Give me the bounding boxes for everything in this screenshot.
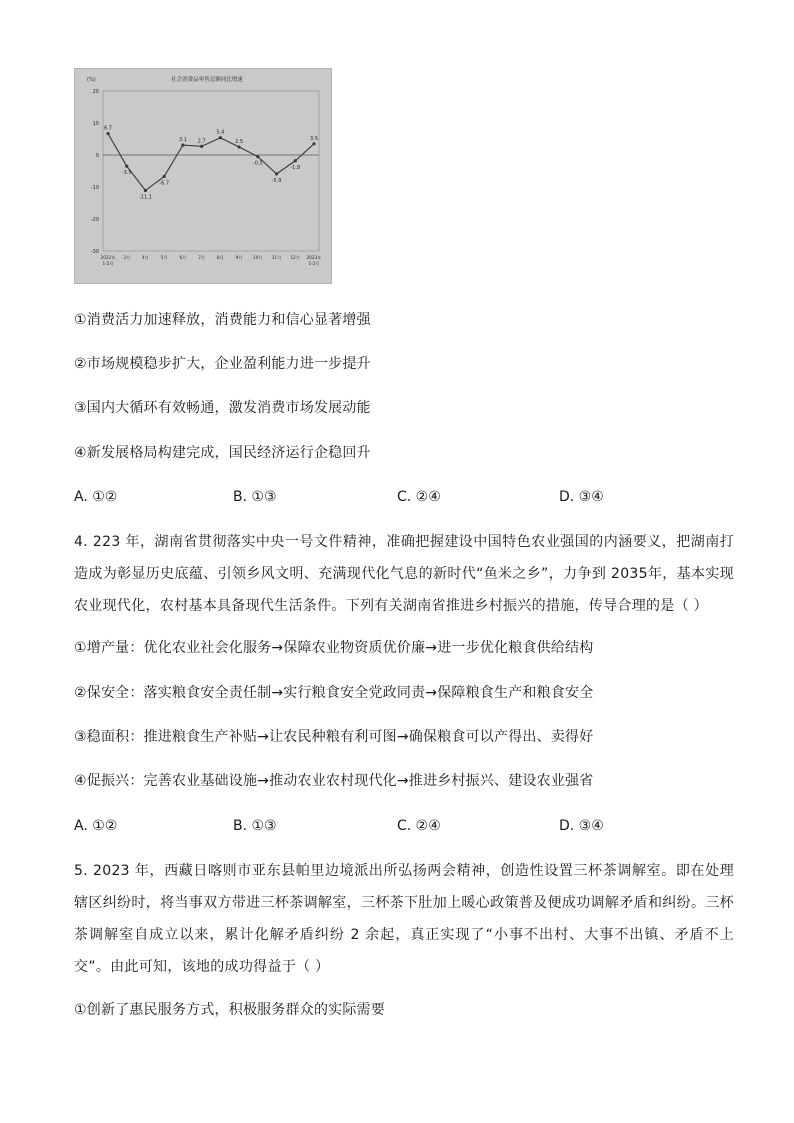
q4-item-3: ③稳面积：推进粮食生产补贴→让农民种粮有利可图→确保粮食可以产得出、卖得好 (74, 729, 594, 745)
series-line (108, 134, 314, 191)
x-tick-label: 6月 (179, 255, 187, 260)
x-tick-label: 1-2月 (102, 261, 114, 266)
data-point (181, 143, 184, 146)
data-label: 6.7 (104, 125, 112, 132)
x-tick-label: 4月 (142, 255, 149, 260)
data-point (125, 165, 128, 168)
q4-option-c: C. ②④ (397, 818, 441, 834)
data-point (144, 189, 147, 192)
x-tick-label: 1-2月 (308, 261, 320, 266)
y-tick-label: -20 (90, 217, 99, 223)
data-point (256, 155, 259, 158)
q3-item-3: ③国内大循环有效畅通，激发消费市场发展动能 (74, 400, 371, 416)
y-tick-label: 10 (92, 121, 99, 127)
q4-option-d: D. ③④ (559, 818, 604, 834)
x-tick-label: 2023年 (306, 255, 322, 260)
data-point (312, 142, 315, 145)
y-tick-label: -30 (90, 249, 99, 255)
q4-item-2: ②保安全：落实粮食安全责任制→实行粮食安全党政同责→保障粮食生产和粮食安全 (74, 685, 594, 701)
q3-option-b: B. ①③ (233, 489, 277, 505)
data-label: 5.4 (216, 129, 225, 136)
data-label: -6.7 (159, 180, 170, 187)
data-label: -11.1 (138, 194, 152, 201)
data-point (106, 132, 109, 135)
data-label: -1.8 (290, 164, 301, 171)
x-tick-label: 12月 (290, 255, 301, 260)
data-label: -5.9 (271, 177, 282, 184)
data-point (275, 172, 278, 175)
q4-item-4: ④促振兴：完善农业基础设施→推动农业农村现代化→推进乡村振兴、建设农业强省 (74, 773, 594, 789)
q4-option-b: B. ①③ (233, 818, 277, 834)
data-label: 2.5 (235, 139, 244, 145)
x-tick-label: 3月 (123, 255, 131, 260)
data-label: -3.5 (121, 170, 132, 177)
x-tick-label: 11月 (271, 255, 282, 260)
data-label: -0.5 (252, 160, 263, 167)
data-label: 3.5 (310, 135, 318, 142)
data-point (219, 136, 222, 139)
q3-option-a: A. ①② (74, 489, 118, 505)
data-point (237, 145, 240, 148)
y-axis-unit-label: (%) (87, 77, 96, 83)
y-tick-label: -10 (90, 185, 99, 191)
q4-stem: 4. 223 年，湖南省贯彻落实中央一号文件精神，准确把握建设中国特色农业强国的内涵要义，把湖南打造成为彰显历史底蕴、引领乡风文明、充满现代化气息的新时代“鱼米之乡”，力争到 2035年，基本实现农业现代化，农村基本具备现代生活条件。下列有关湖南省推进乡村振兴的措施，传导合理的是（ ） (74, 534, 734, 614)
data-point (200, 145, 203, 148)
x-tick-label: 7月 (198, 255, 206, 260)
q3-item-4: ④新发展格局构建完成，国民经济运行企稳回升 (74, 445, 371, 461)
retail-sales-growth-chart (74, 68, 332, 284)
x-tick-label: 9月 (235, 255, 243, 260)
q5-stem: 5. 2023 年，西藏日喀则市亚东县帕里边境派出所弘扬两会精神，创造性设置三杯茶调解室。即在处理辖区纠纷时，将当事双方带进三杯茶调解室，三杯茶下肚加上暖心政策普及便成功调解矛盾和纠纷。三杯茶调解室自成立以来，累计化解矛盾纠纷 2 余起，真正实现了“小事不出村、大事不出镇、矛盾不上交”。由此可知，该地的成功得益于（ ） (74, 863, 734, 975)
q3-item-2: ②市场规模稳步扩大，企业盈利能力进一步提升 (74, 356, 371, 372)
data-label: 2.7 (197, 138, 206, 145)
q4-option-a: A. ①② (74, 818, 118, 834)
data-point (163, 175, 166, 178)
plot-frame (103, 91, 319, 251)
data-point (294, 159, 297, 162)
y-tick-label: 20 (92, 89, 99, 95)
y-tick-label: 0 (95, 153, 99, 159)
q5-item-1: ①创新了惠民服务方式，积极服务群众的实际需要 (74, 1002, 385, 1018)
q3-item-1: ①消费活力加速释放，消费能力和信心显著增强 (74, 312, 371, 328)
line-chart (75, 69, 331, 283)
x-tick-label: 2022年 (100, 255, 116, 260)
x-tick-label: 5月 (160, 255, 168, 260)
q3-option-c: C. ②④ (397, 489, 441, 505)
x-tick-label: 8月 (216, 255, 224, 260)
x-tick-label: 10月 (253, 255, 263, 260)
q4-item-1: ①增产量：优化农业社会化服务→保障农业物资质优价廉→进一步优化粮食供给结构 (74, 640, 594, 656)
q3-option-d: D. ③④ (559, 489, 604, 505)
chart-title: 社会消费品零售总额同比增速 (171, 77, 243, 83)
data-label: 3.1 (178, 137, 187, 144)
